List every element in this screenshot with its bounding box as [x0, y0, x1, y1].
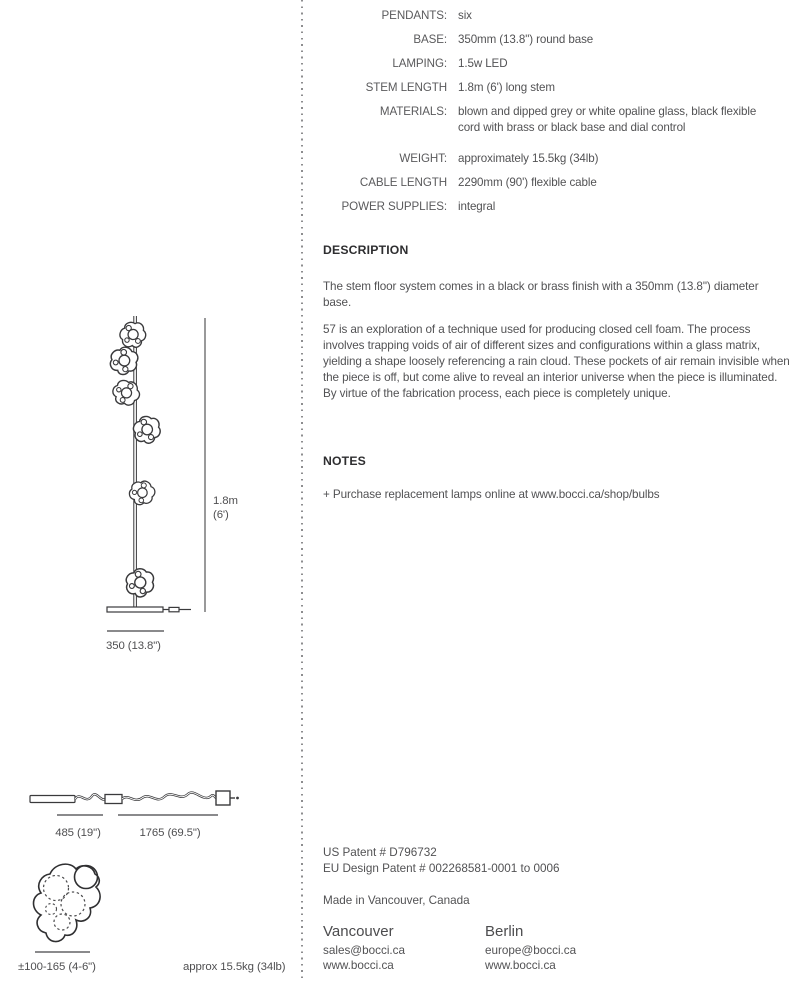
spec-label: LAMPING: [392, 57, 447, 70]
spec-row-stem-length [323, 80, 793, 96]
contact-web: www.bocci.ca [323, 959, 394, 972]
notes-heading: NOTES [323, 454, 366, 468]
contact-email: sales@bocci.ca [323, 944, 406, 957]
pendant-size-dimension-line [35, 951, 90, 953]
spec-value: six [458, 9, 472, 22]
spec-label: POWER SUPPLIES: [341, 200, 447, 213]
spec-label: PENDANTS: [381, 9, 447, 22]
pendant-blob [125, 476, 159, 510]
spec-value: 350mm (13.8") round base [458, 33, 594, 46]
spec-label: STEM LENGTH [365, 81, 447, 94]
notes-item: + Purchase replacement lamps online at www.bocci.ca/shop/bulbs [323, 488, 660, 501]
eu-patent-line: EU Design Patent # 002268581-0001 to 0006 [323, 862, 560, 875]
floor-lamp-drawing [70, 312, 310, 617]
spec-value: blown and dipped grey or white opaline glass, black flexible cord with brass or black base and dial control [458, 105, 757, 134]
description-paragraph-1: The stem floor system comes in a black or brass finish with a 350mm (13.8") diameter base. [323, 280, 759, 309]
cable-drawing [22, 782, 297, 822]
plug-pin-tip [236, 797, 239, 800]
pendant-blob [111, 377, 142, 408]
patent-block [323, 845, 560, 877]
spec-row-power-supplies [323, 199, 793, 215]
spec-value: 2290mm (90') flexible cable [458, 176, 597, 189]
cable-segment1-label: 485 (19") [55, 827, 101, 839]
base-width-label: 350 (13.8") [106, 640, 161, 652]
made-in-line: Made in Vancouver, Canada [323, 894, 470, 907]
spec-label: CABLE LENGTH [359, 176, 447, 189]
pendant-blob [130, 413, 164, 447]
pendant-blob [121, 564, 159, 602]
spec-value: integral [458, 200, 496, 213]
contact-berlin [485, 921, 576, 973]
spec-value: 1.8m (6') long stem [458, 81, 555, 94]
weight-note-label: approx 15.5kg (34lb) [183, 961, 286, 973]
plug [216, 791, 230, 805]
spec-label: WEIGHT: [399, 152, 447, 165]
description-heading: DESCRIPTION [323, 243, 409, 257]
dial-control [105, 795, 122, 804]
spec-value: 1.5w LED [458, 57, 508, 70]
spec-row-cable-length [323, 175, 793, 191]
spec-row-weight [323, 151, 793, 167]
spec-row-lamping [323, 56, 793, 72]
pendant-blob [118, 320, 148, 349]
lamp-base [107, 607, 163, 612]
contact-web: www.bocci.ca [485, 959, 556, 972]
cable-segment2-label: 1765 (69.5") [139, 827, 201, 839]
description-paragraph-2: 57 is an exploration of a technique used for producing closed cell foam. The process involves trapping voids of air of different sizes and configurations within a glass matrix, yielding a shape loosely referencing a rain cloud. These pockets of air remain invisible when the piece is off, but come alive to reveal an interior universe when the piece is illuminated. By virtue of the fabrication process, each piece is completely unique. [323, 323, 790, 400]
spec-row-pendants [323, 8, 793, 24]
spec-value: approximately 15.5kg (34lb) [458, 152, 599, 165]
pendant-size-label: ±100-165 (4-6") [18, 961, 96, 973]
contact-email: europe@bocci.ca [485, 944, 577, 957]
spec-label: BASE: [413, 33, 447, 46]
stem-height-ft: (6') [213, 508, 229, 521]
spec-table [323, 8, 793, 223]
stem-height-label [213, 495, 238, 522]
contact-city: Berlin [485, 923, 524, 940]
base-width-dimension-line [107, 630, 164, 632]
cord-connector [169, 607, 179, 611]
blob-outline [34, 864, 101, 941]
spec-row-base [323, 32, 793, 48]
spec-label: MATERIALS: [379, 105, 447, 118]
cable-sleeve [30, 796, 75, 803]
contact-city: Vancouver [323, 923, 394, 940]
pendant-detail-drawing [18, 856, 118, 951]
contact-vancouver [323, 921, 405, 973]
us-patent-line: US Patent # D796732 [323, 846, 437, 859]
stem-height-m: 1.8m [213, 495, 238, 507]
spec-row-materials [323, 104, 793, 136]
